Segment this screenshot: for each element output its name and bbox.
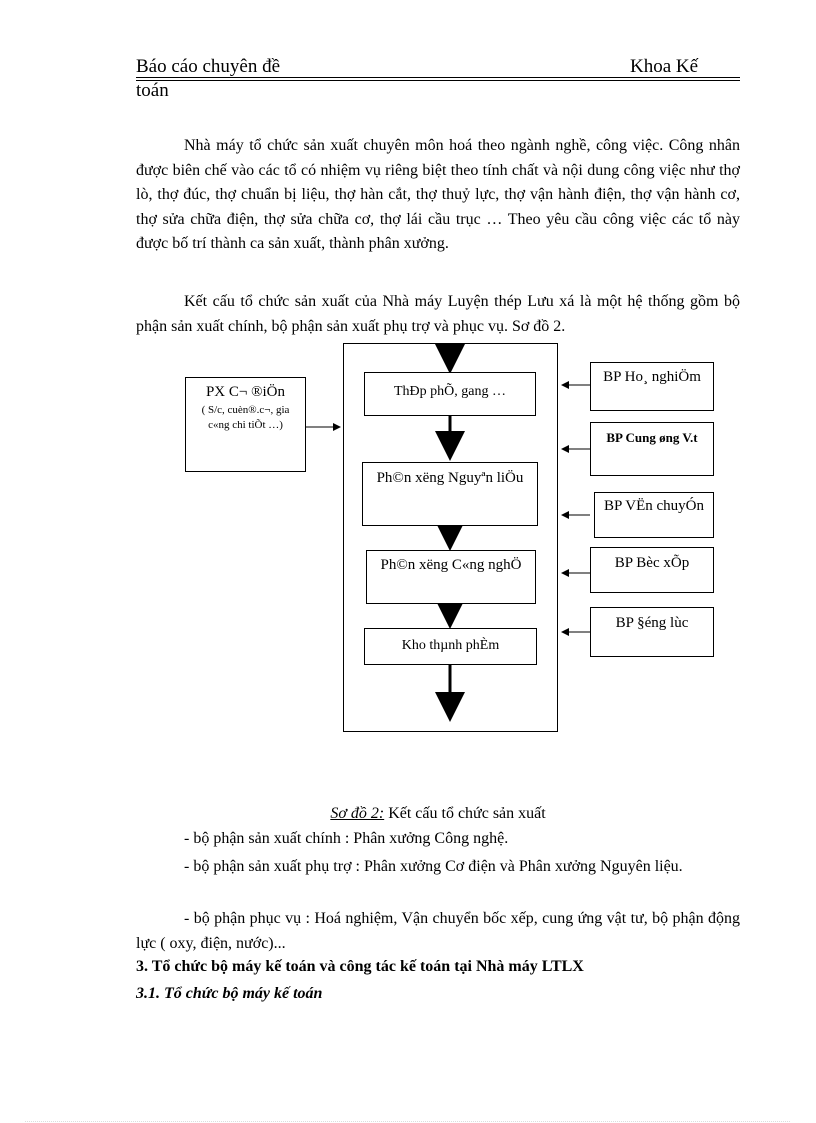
center-box-px-cong-nghe: Ph©n xëng C«ng nghÖ (366, 550, 536, 604)
bullet-1: - bộ phận sản xuất chính : Phân xưởng Công nghệ. (184, 830, 509, 847)
center-box-px-nguyen-lieu: Ph©n xëng Nguyªn liÖu (362, 462, 538, 526)
right-box-van-chuyen: BP VËn chuyÓn (594, 492, 714, 538)
caption-text: Kết cấu tổ chức sản xuất (384, 805, 546, 822)
right-box-dong-luc: BP §éng lùc (590, 607, 714, 657)
center-box-thep-phe: ThÐp phÕ, gang … (364, 372, 536, 416)
header-wrap: toán (136, 80, 169, 101)
paragraph-1: Nhà máy tổ chức sản xuất chuyên môn hoá theo ngành nghề, công việc. Công nhân được biên chế vào các tổ có nhiệm vụ riêng biệt theo tính chất và nội dung công việc như thợ lò, thợ đúc, thợ chuẩn bị liệu, thợ hàn cắt, thợ thuỷ lực, thợ vận hành điện, thợ vận hành cơ, thợ sửa chữa điện, thợ sửa chữa cơ, thợ lái cầu trục … Theo yêu cầu công việc các tổ này được bố trí thành ca sản xuất, thành phân xưởng. (136, 137, 740, 252)
subsection-heading: 3.1. Tổ chức bộ máy kế toán (136, 985, 323, 1002)
center-box-kho-thanh-pham: Kho thµnh phÈm (364, 628, 537, 665)
section-heading: 3. Tổ chức bộ máy kế toán và công tác kế toán tại Nhà máy LTLX (136, 958, 584, 975)
footer-divider (25, 1121, 790, 1122)
left-box-px-co-dien (185, 377, 306, 472)
header-right: Khoa Kế (630, 56, 699, 77)
bullet-3: - bộ phận phục vụ : Hoá nghiệm, Vận chuyển bốc xếp, cung ứng vật tư, bộ phận động lực ( oxy, điện, nước)... (136, 910, 740, 952)
header-left: Báo cáo chuyên đề (136, 56, 281, 77)
left-box-title: PX C¬ ®iÖn (205, 384, 286, 400)
right-box-cung-ung: BP Cung øng V.t (590, 422, 714, 476)
paragraph-2: Kết cấu tổ chức sản xuất của Nhà máy Luyện thép Lưu xá là một hệ thống gồm bộ phận sản xuất chính, bộ phận sản xuất phụ trợ và phục vụ. Sơ đồ 2. (136, 293, 740, 335)
right-box-boc-xep: BP Bèc xÕp (590, 547, 714, 593)
diagram-caption (136, 805, 740, 823)
left-box-sub: ( S/c, cuèn®.c¬, gia c«ng chi tiÕt …) (201, 404, 290, 431)
caption-label: Sơ đồ 2: (330, 805, 385, 822)
right-box-hoa-nghiem: BP Ho¸ nghiÖm (590, 362, 714, 411)
bullet-2: - bộ phận sản xuất phụ trợ : Phân xưởng Cơ điện và Phân xưởng Nguyên liệu. (184, 858, 683, 875)
